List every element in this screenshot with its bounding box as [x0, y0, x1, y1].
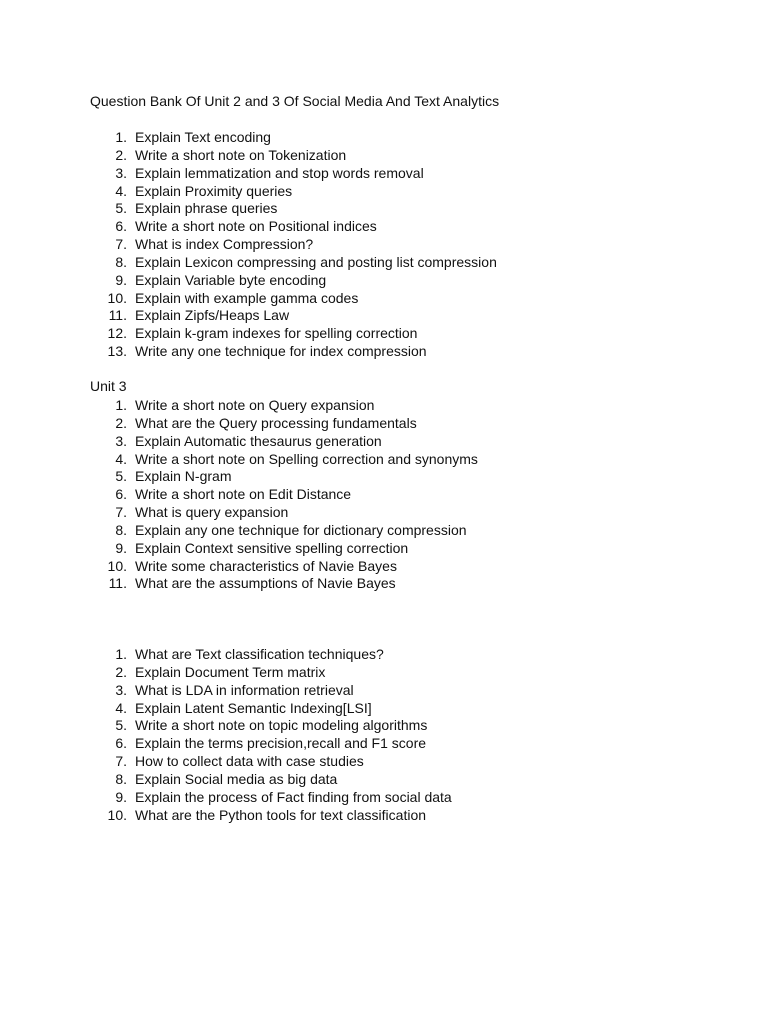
question-text: Explain lemmatization and stop words removal [135, 164, 424, 181]
question-number: 5. [115, 717, 127, 734]
question-item [0, 753, 700, 771]
question-number: 8. [115, 521, 127, 538]
question-number: 3. [115, 164, 127, 181]
question-number: 5. [115, 200, 127, 217]
question-text: Write a short note on Positional indices [135, 218, 377, 235]
question-number: 13. [107, 343, 127, 360]
question-text: Explain Document Term matrix [135, 663, 326, 680]
question-number: 7. [115, 504, 127, 521]
question-number: 1. [115, 646, 127, 662]
question-item [0, 451, 700, 469]
question-number: 6. [115, 486, 127, 503]
question-item [0, 717, 700, 735]
question-item [0, 397, 700, 415]
question-number: 7. [115, 753, 127, 770]
question-number: 3. [115, 432, 127, 449]
question-text: Explain Latent Semantic Indexing[LSI] [135, 699, 372, 716]
question-item [0, 290, 700, 308]
question-number: 6. [115, 218, 127, 235]
unit-3-heading: Unit 3 [90, 378, 127, 394]
question-text: Explain k-gram indexes for spelling correction [135, 325, 418, 342]
question-item [0, 540, 700, 558]
question-text: Explain Zipfs/Heaps Law [135, 307, 290, 324]
question-item [0, 183, 700, 201]
question-text: What is LDA in information retrieval [135, 681, 354, 698]
question-text: Explain phrase queries [135, 200, 278, 217]
question-text: Write a short note on topic modeling algorithms [135, 717, 428, 734]
question-number: 11. [108, 307, 127, 324]
question-text: What are the Python tools for text classification [135, 806, 427, 823]
question-item [0, 575, 700, 593]
question-number: 9. [115, 539, 127, 556]
question-text: Explain any one technique for dictionary compression [135, 521, 467, 538]
question-number: 5. [115, 468, 127, 485]
question-item [0, 325, 700, 343]
question-item [0, 771, 700, 789]
question-number: 11. [108, 575, 127, 592]
question-text: What are Text classification techniques? [135, 646, 384, 662]
question-number: 10. [107, 289, 127, 306]
question-item [0, 558, 700, 576]
question-item [0, 272, 700, 290]
unit-2-question-list [0, 129, 700, 361]
question-text: What are the assumptions of Navie Bayes [135, 575, 396, 592]
question-text: Explain the process of Fact finding from social data [135, 788, 452, 805]
question-number: 7. [115, 236, 127, 253]
question-item [0, 343, 700, 361]
question-item [0, 646, 700, 664]
question-item [0, 200, 700, 218]
question-text: What is index Compression? [135, 236, 314, 253]
question-text: Explain Automatic thesaurus generation [135, 432, 382, 449]
question-item [0, 236, 700, 254]
question-item [0, 468, 700, 486]
unit-3-question-list [0, 397, 700, 593]
question-number: 4. [115, 450, 127, 467]
question-item [0, 433, 700, 451]
question-number: 1. [115, 397, 127, 413]
question-text: Write any one technique for index compression [135, 343, 427, 360]
question-item [0, 218, 700, 236]
question-item [0, 307, 700, 325]
question-number: 12. [107, 325, 127, 342]
question-number: 2. [115, 663, 127, 680]
question-text: Write a short note on Query expansion [135, 397, 375, 413]
question-number: 8. [115, 253, 127, 270]
question-text: Explain Context sensitive spelling correction [135, 539, 409, 556]
question-text: What is query expansion [135, 504, 289, 521]
question-text: Write a short note on Spelling correction and synonyms [135, 450, 478, 467]
question-text: Explain N-gram [135, 468, 232, 485]
question-item [0, 789, 700, 807]
additional-question-list [0, 646, 700, 824]
question-number: 9. [115, 788, 127, 805]
question-number: 9. [115, 271, 127, 288]
question-text: Write some characteristics of Navie Bayes [135, 557, 397, 574]
question-item [0, 664, 700, 682]
question-item [0, 415, 700, 433]
question-number: 4. [115, 699, 127, 716]
question-item [0, 486, 700, 504]
question-number: 3. [115, 681, 127, 698]
question-text: Write a short note on Tokenization [135, 146, 347, 163]
question-text: Explain the terms precision,recall and F1 score [135, 735, 427, 752]
question-text: Explain Proximity queries [135, 182, 293, 199]
question-number: 2. [115, 146, 127, 163]
question-text: Write a short note on Edit Distance [135, 486, 352, 503]
question-text: What are the Query processing fundamentals [135, 414, 417, 431]
question-item [0, 682, 700, 700]
question-number: 10. [107, 557, 127, 574]
question-item [0, 165, 700, 183]
question-number: 4. [115, 182, 127, 199]
question-item [0, 147, 700, 165]
document-title: Question Bank Of Unit 2 and 3 Of Social Media And Text Analytics [90, 93, 500, 109]
question-item [0, 129, 700, 147]
question-number: 10. [107, 806, 127, 823]
question-text: Explain Text encoding [135, 129, 271, 145]
question-number: 1. [115, 129, 127, 145]
question-text: Explain Lexicon compressing and posting list compression [135, 253, 497, 270]
question-number: 8. [115, 770, 127, 787]
question-item [0, 254, 700, 272]
question-item [0, 504, 700, 522]
question-text: Explain Social media as big data [135, 770, 338, 787]
question-item [0, 807, 700, 825]
question-number: 6. [115, 735, 127, 752]
question-text: How to collect data with case studies [135, 753, 364, 770]
question-item [0, 735, 700, 753]
question-item [0, 522, 700, 540]
question-item [0, 700, 700, 718]
question-number: 2. [115, 414, 127, 431]
question-text: Explain with example gamma codes [135, 289, 359, 306]
question-text: Explain Variable byte encoding [135, 271, 327, 288]
